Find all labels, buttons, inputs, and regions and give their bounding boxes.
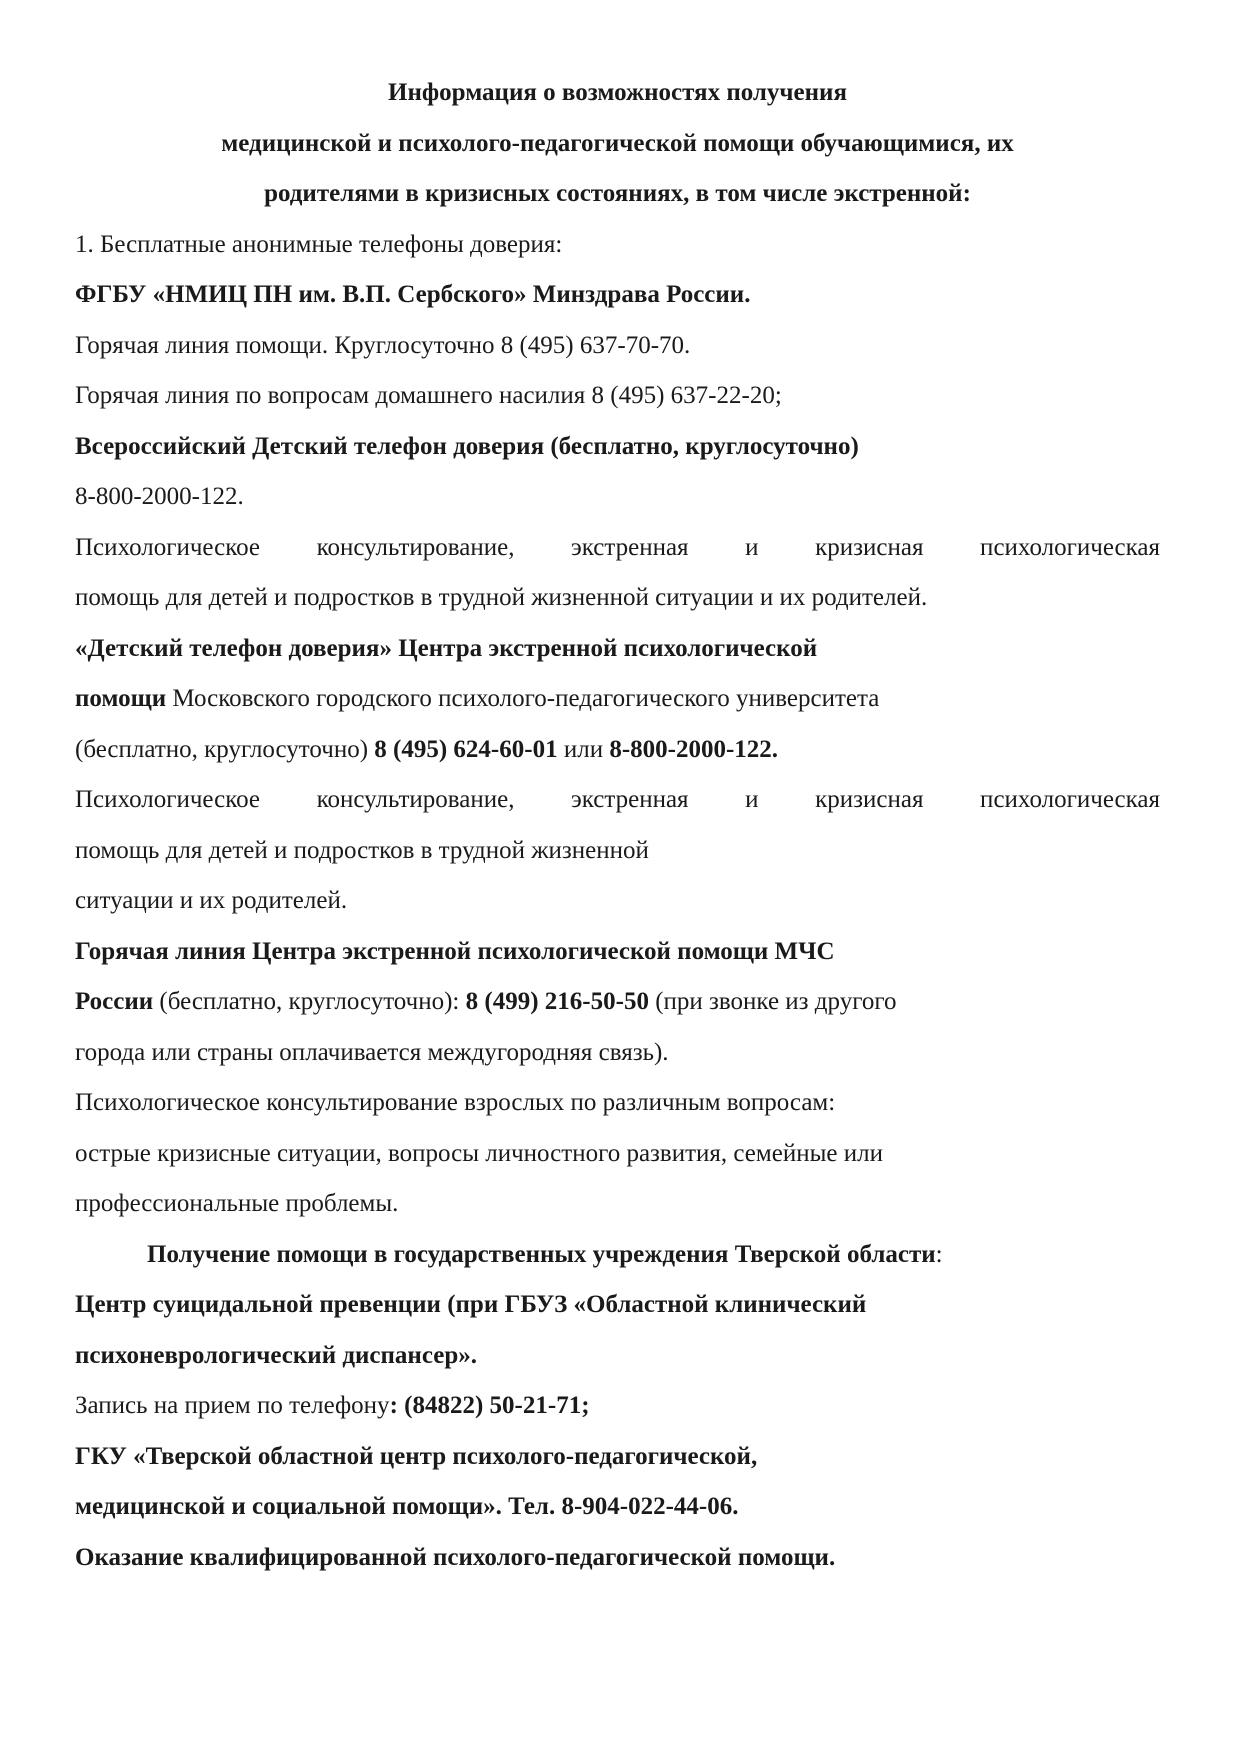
tver-org2-desc: Оказание квалифицированной психолого-педагогической помощи.	[75, 1543, 836, 1571]
org1-name: ФГБУ «НМИЦ ПН им. В.П. Сербского» Минздрава России.	[75, 281, 751, 308]
title-line-1: Информация о возможностях получения	[388, 79, 847, 106]
tver-org2-name-line-1: ГКУ «Тверской областной центр психолого-педагогической,	[75, 1442, 758, 1470]
section1-heading: 1. Бесплатные анонимные телефоны доверия:	[75, 230, 563, 258]
section2-heading-colon: :	[935, 1240, 943, 1268]
org2-name: Всероссийский Детский телефон доверия (бесплатно, круглосуточно)	[75, 432, 859, 460]
org3-or: или	[557, 735, 610, 763]
org3-name-line-1: «Детский телефон доверия» Центра экстренной психологической	[75, 634, 818, 662]
org4-hours: (бесплатно, круглосуточно):	[153, 988, 466, 1015]
org3-contacts	[75, 725, 1160, 776]
org4-name-line-1: Горячая линия Центра экстренной психологической помощи МЧС	[75, 937, 835, 965]
org2-phone: 8-800-2000-122.	[75, 483, 244, 510]
tver-org1-name-line-1: Центр суицидальной превенции (при ГБУЗ «Областной клинический	[75, 1291, 867, 1318]
title-line-2: медицинской и психолого-педагогической помощи обучающимися, их	[221, 129, 1014, 157]
tver-org1-booking	[75, 1381, 1160, 1432]
org2-desc-line-1: Психологическое консультирование, экстренная и кризисная психологическая	[75, 533, 1160, 561]
org4-desc-line-2: острые кризисные ситуации, вопросы личностного развития, семейные или	[75, 1139, 883, 1167]
org3-name-bold-part: помощи	[75, 685, 167, 712]
tver-org1-name-line-2: психоневрологический диспансер».	[75, 1341, 477, 1369]
org4-note-part-1: (при звонке из другого	[648, 988, 897, 1015]
org2-desc-line-2: помощь для детей и подростков в трудной жизненной ситуации и их родителей.	[75, 584, 928, 611]
org3-phone-2: 8-800-2000-122.	[609, 735, 779, 763]
tver-org2-name-line-2: медицинской и социальной помощи». Тел. 8-904-022-44-06.	[75, 1493, 739, 1520]
org4-phone: 8 (499) 216-50-50	[465, 988, 649, 1015]
org3-phone-1: 8 (495) 624-60-01	[368, 735, 558, 763]
org3-desc-line-3: ситуации и их родителей.	[75, 887, 348, 914]
org3-desc-line-2: помощь для детей и подростков в трудной жизненной	[75, 836, 649, 864]
org4-desc-line-1: Психологическое консультирование взрослых по различным вопросам:	[75, 1089, 836, 1116]
section2-heading-line	[75, 1230, 1160, 1281]
org4-name-line-2: России	[75, 988, 154, 1015]
tver-org1-booking-phone: : (84822) 50-21-71;	[389, 1392, 590, 1419]
document-page	[75, 68, 1160, 1583]
title-line-3: родителями в кризисных состояниях, в том числе экстренной:	[264, 180, 971, 207]
org4-contacts	[75, 977, 1160, 1028]
org1-hotline-2: Горячая линия по вопросам домашнего насилия 8 (495) 637-22-20;	[75, 382, 782, 409]
org1-hotline-1: Горячая линия помощи. Круглосуточно 8 (495) 637-70-70.	[75, 331, 691, 359]
org3-name-rest: Московского городского психолого-педагогического университета	[166, 685, 880, 712]
tver-org1-booking-label: Запись на прием по телефону	[75, 1392, 390, 1419]
section2-heading: Получение помощи в государственных учреждения Тверской области	[147, 1240, 936, 1268]
org4-desc-line-3: профессиональные проблемы.	[75, 1190, 399, 1217]
org3-name-line-2	[75, 674, 1160, 725]
org4-note-part-2: города или страны оплачивается междугородняя связь).	[75, 1038, 669, 1066]
org3-desc-line-1: Психологическое консультирование, экстренная и кризисная психологическая	[75, 786, 1160, 813]
org3-hours: (бесплатно, круглосуточно)	[75, 735, 369, 763]
